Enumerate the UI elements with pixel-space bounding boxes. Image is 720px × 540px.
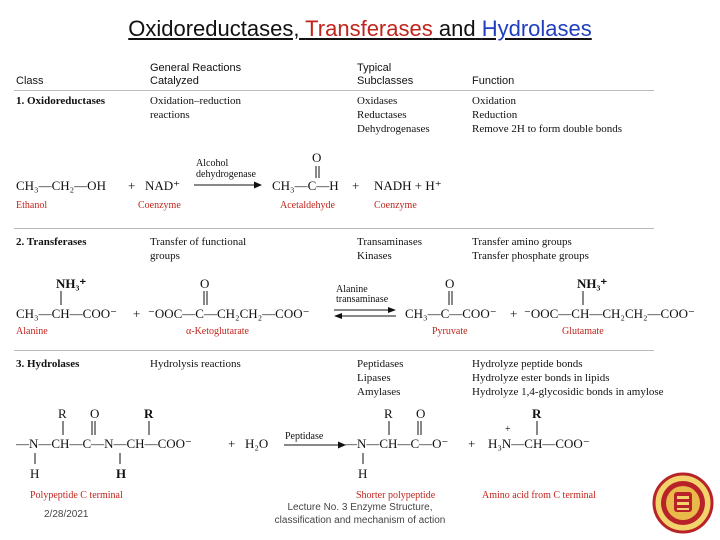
reaction3-enzyme: Peptidase: [285, 431, 324, 442]
row3-function: Hydrolyze ester bonds in lipids: [472, 372, 610, 384]
footer-lecture-line1: Lecture No. 3 Enzyme Structure,: [287, 502, 433, 513]
shorter-polypeptide-h-bond: [358, 452, 368, 466]
class-oxidoreductases: 1. Oxidoreductases: [16, 95, 106, 107]
row1-subclass: Reductases: [357, 109, 407, 121]
pyruvate-formula: CH₃—C—COO⁻: [405, 306, 497, 321]
reaction3-plus: +: [228, 436, 236, 451]
title-oxidoreductases: Oxidoreductases,: [128, 16, 300, 41]
label-ketoglutarate: α-Ketoglutarate: [186, 326, 249, 337]
glutamate-amino-group: NH₃⁺: [577, 276, 608, 291]
shorter-polypeptide-formula: —N—CH—C—O⁻: [344, 436, 449, 451]
ethanol-formula: CH₃—CH₂—OH: [16, 178, 106, 193]
row-divider: [14, 350, 654, 351]
ketoglutarate-double-bond: [200, 290, 212, 306]
water-formula: H₂O: [245, 436, 269, 451]
label-polypeptide: Polypeptide C terminal: [30, 490, 123, 501]
amino-acid-formula: H₃N—CH—COO⁻: [488, 436, 590, 451]
label-alanine: Alanine: [16, 326, 48, 337]
label-amino-acid: Amino acid from C terminal: [482, 490, 596, 501]
polypeptide-formula: —N—CH—C—N—CH—COO⁻: [16, 436, 192, 451]
acetaldehyde-oxygen: O: [312, 150, 322, 165]
label-ethanol: Ethanol: [16, 200, 48, 211]
label-coenzyme: Coenzyme: [374, 200, 417, 211]
reaction2-plus: +: [133, 306, 141, 321]
reaction3-arrow: [282, 440, 348, 450]
row2-reaction-line2: groups: [150, 250, 180, 262]
row1-subclass: Oxidases: [357, 95, 398, 107]
row2-function: Transfer phosphate groups: [472, 250, 589, 262]
row-divider: [14, 228, 654, 229]
row3-subclass: Peptidases: [357, 358, 404, 370]
row3-function: Hydrolyze 1,4-glycosidic bonds in amylose: [472, 386, 664, 398]
reaction2-reversible-arrow: [332, 306, 398, 320]
footer-date: 2/28/2021: [44, 509, 89, 520]
row2-subclass: Kinases: [357, 250, 392, 262]
header-divider: [14, 90, 654, 91]
row3-reaction-line1: Hydrolysis reactions: [150, 358, 241, 370]
ketoglutarate-oxygen: O: [200, 276, 210, 291]
polypeptide-hydrogen: H: [116, 466, 127, 481]
shorter-polypeptide-hydrogen: H: [358, 466, 368, 481]
label-shorter-polypeptide: Shorter polypeptide: [356, 490, 436, 501]
title-transferases: Transferases: [305, 16, 433, 41]
shorter-polypeptide-r-group: R: [384, 406, 393, 421]
class-transferases: 2. Transferases: [16, 236, 87, 248]
reaction2-enzyme-line2: transaminase: [336, 294, 389, 305]
slide-title: [0, 16, 720, 42]
reaction1-plus: +: [352, 178, 360, 193]
polypeptide-bonds: [58, 420, 158, 436]
amino-charge: +: [505, 424, 511, 435]
polypeptide-r-group: R: [58, 406, 67, 421]
alanine-bond: [56, 290, 66, 306]
alanine-amino-group: NH₃⁺: [56, 276, 87, 291]
header-class: Class: [16, 75, 44, 87]
row2-function: Transfer amino groups: [472, 236, 572, 248]
amino-acid-bond: [532, 420, 542, 436]
label-acetaldehyde: Acetaldehyde: [280, 200, 335, 211]
glutamate-formula: ⁻OOC—CH—CH₂CH₂—COO⁻: [524, 306, 695, 321]
polypeptide-hydrogen: H: [30, 466, 40, 481]
reaction3-plus: +: [468, 436, 476, 451]
class-hydrolases: 3. Hydrolases: [16, 358, 80, 370]
amino-acid-r-group: R: [532, 406, 542, 421]
pyruvate-oxygen: O: [445, 276, 455, 291]
footer-lecture: [240, 501, 480, 527]
row1-function: Remove 2H to form double bonds: [472, 123, 623, 135]
header-subclasses-line2: Subclasses: [357, 75, 414, 87]
polypeptide-r-group: R: [144, 406, 154, 421]
label-coenzyme: Coenzyme: [138, 200, 181, 211]
row1-reaction-line2: reactions: [150, 109, 190, 121]
header-reactions-line1: General Reactions: [150, 62, 242, 74]
reaction2-plus: +: [510, 306, 518, 321]
shorter-polypeptide-oxygen: O: [416, 406, 426, 421]
header-reactions-line2: Catalyzed: [150, 75, 199, 87]
label-pyruvate: Pyruvate: [432, 326, 468, 337]
reaction1-plus: +: [128, 178, 136, 193]
footer-lecture-line2: classification and mechanism of action: [274, 515, 446, 526]
polypeptide-oxygen: O: [90, 406, 100, 421]
row1-function: Oxidation: [472, 95, 516, 107]
shorter-polypeptide-bonds: [384, 420, 434, 436]
row1-function: Reduction: [472, 109, 518, 121]
row3-subclass: Amylases: [357, 386, 401, 398]
row3-subclass: Lipases: [357, 372, 391, 384]
row3-function: Hydrolyze peptide bonds: [472, 358, 583, 370]
row2-subclass: Transaminases: [357, 236, 422, 248]
reaction1-enzyme-line2: dehydrogenase: [196, 169, 256, 180]
header-subclasses-line1: Typical: [357, 62, 392, 74]
polypeptide-h-bonds: [30, 452, 130, 466]
row2-reaction-line1: Transfer of functional: [150, 236, 247, 248]
reaction1-arrow: [192, 180, 264, 190]
ketoglutarate-formula: ⁻OOC—C—CH₂CH₂—COO⁻: [148, 306, 310, 321]
glutamate-bond: [578, 290, 588, 306]
reaction2-enzyme-line1: Alanine: [336, 284, 368, 295]
acetaldehyde-double-bond: [312, 165, 324, 179]
reaction1-enzyme-line1: Alcohol: [196, 158, 229, 169]
title-hydrolases: Hydrolases: [481, 16, 592, 41]
header-function: Function: [472, 75, 515, 87]
pyruvate-double-bond: [445, 290, 457, 306]
row1-reaction-line1: Oxidation–reduction: [150, 95, 242, 107]
title-and: and: [438, 16, 476, 41]
label-glutamate: Glutamate: [562, 326, 604, 337]
alanine-formula: CH₃—CH—COO⁻: [16, 306, 117, 321]
university-seal-logo: [652, 472, 714, 534]
row1-subclass: Dehydrogenases: [357, 123, 430, 135]
acetaldehyde-formula: CH₃—C—H: [272, 178, 339, 193]
nadh-formula: NADH + H⁺: [374, 178, 442, 193]
nad-formula: NAD⁺: [145, 178, 181, 193]
